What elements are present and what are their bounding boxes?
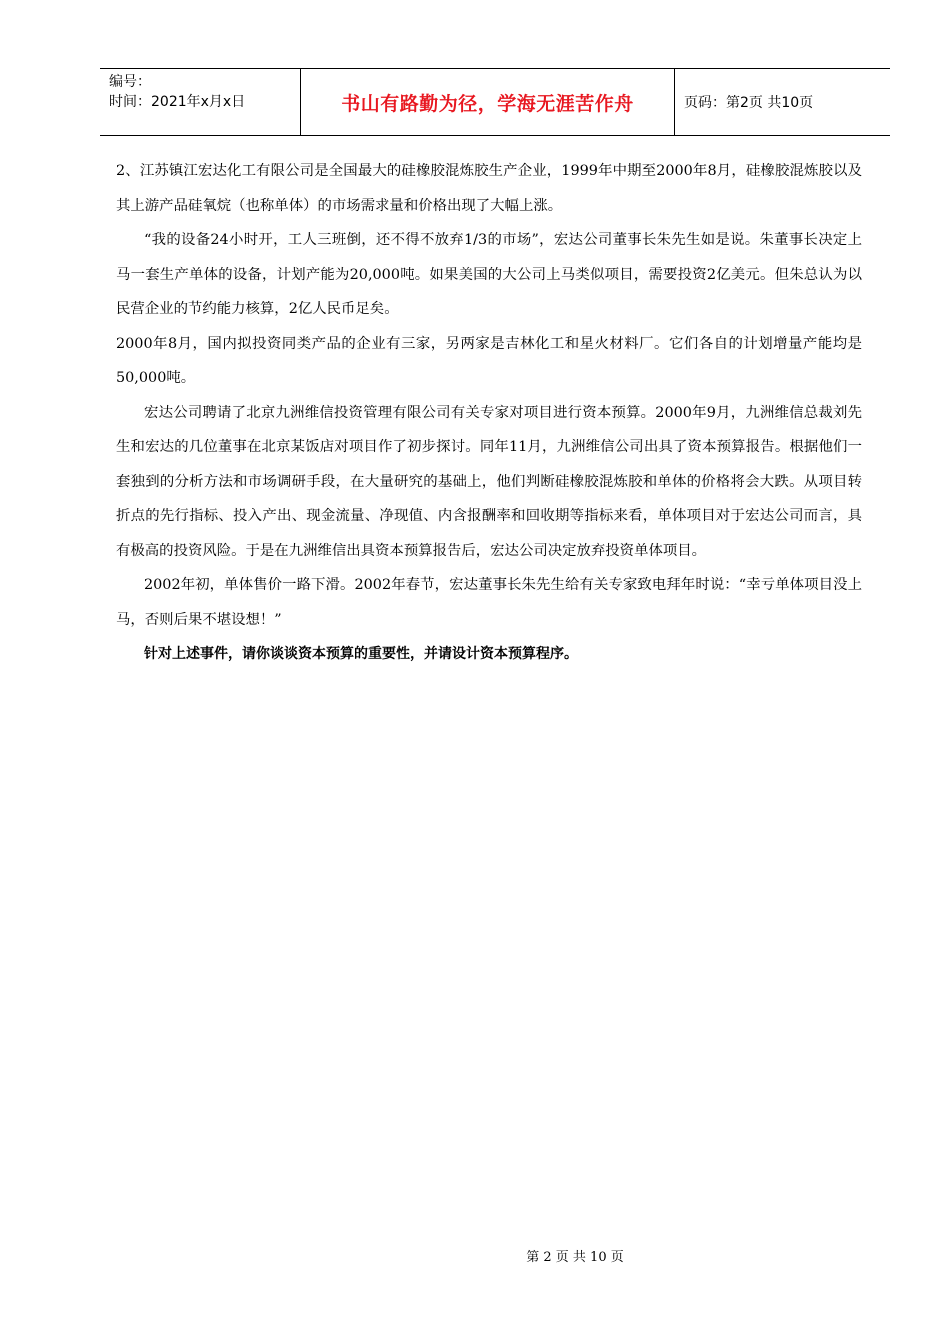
page-label: 页码：第2页 共10页 [684,95,814,111]
header-meta [100,69,301,135]
paragraph-3: 2000年8月，国内拟投资同类产品的企业有三家，另两家是吉林化工和星火材料厂。它们各自的计划增量产能均是50,000吨。 [116,335,862,386]
page-header [100,68,890,136]
header-page-cell [675,69,890,135]
page-footer [0,1246,950,1265]
document-body [116,154,862,672]
header-motto-cell [301,69,675,135]
paragraph-5: 2002年初，单体售价一路下滑。2002年春节，宏达董事长朱先生给有关专家致电拜年时说：“幸亏单体项目没上马，否则后果不堪设想！” [116,577,862,628]
paragraph-2: “我的设备24小时开，工人三班倒，还不得不放弃1/3的市场”，宏达公司董事长朱先生如是说。朱董事长决定上马一套生产单体的设备，计划产能为20,000吨。如果美国的大公司上马类似项目，需要投资2亿美元。但朱总认为以民营企业的节约能力核算，2亿人民币足矣。 [116,232,862,317]
motto: 书山有路勤为径，学海无涯苦作舟 [341,92,634,115]
time-label: 时间：2021年x月x日 [109,94,246,110]
question: 针对上述事件，请你谈谈资本预算的重要性，并请设计资本预算程序。 [144,646,578,662]
number-label: 编号： [109,74,151,90]
footer-page-number: 第 2 页 共 10 页 [526,1250,624,1265]
paragraph-1: 2、江苏镇江宏达化工有限公司是全国最大的硅橡胶混炼胶生产企业，1999年中期至2000年8月，硅橡胶混炼胶以及其上游产品硅氧烷（也称单体）的市场需求量和价格出现了大幅上涨。 [116,163,862,214]
paragraph-4: 宏达公司聘请了北京九洲维信投资管理有限公司有关专家对项目进行资本预算。2000年9月，九洲维信总裁刘先生和宏达的几位董事在北京某饭店对项目作了初步探讨。同年11月，九洲维信公司出具了资本预算报告。根据他们一套独到的分析方法和市场调研手段，在大量研究的基础上，他们判断硅橡胶混炼胶和单体的价格将会大跌。从项目转折点的先行指标、投入产出、现金流量、净现值、内含报酬率和回收期等指标来看，单体项目对于宏达公司而言，具有极高的投资风险。于是在九洲维信出具资本预算报告后，宏达公司决定放弃投资单体项目。 [116,404,862,559]
